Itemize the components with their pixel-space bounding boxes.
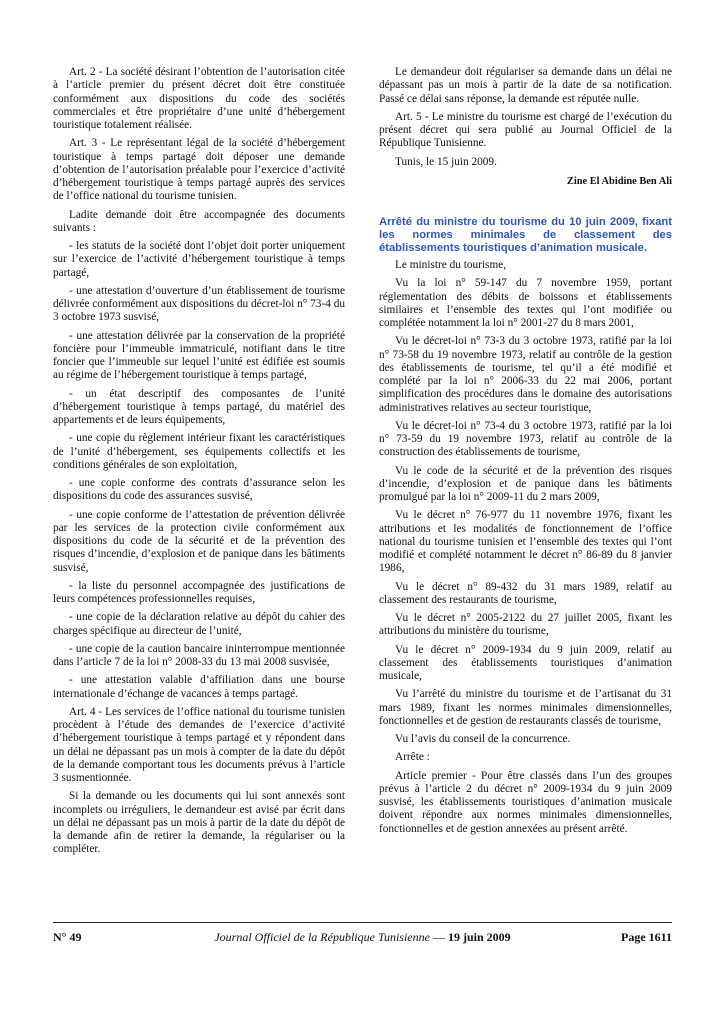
paragraph: Vu le décret-loi n° 73-4 du 3 octobre 1973, ratifié par la loi n° 73-59 du 19 novembre 1973, relatif au contrôle de la construction des établissements de tourisme,: [379, 419, 672, 459]
paragraph: - une copie du règlement intérieur fixant les caractéristiques de l’unité d’hébergement, ses équipements collectifs et les conditions générales de son exploitation,: [53, 432, 345, 471]
left-column: [53, 66, 345, 862]
journal-title: Journal Officiel de la République Tunisienne: [214, 930, 430, 944]
paragraph: - une copie de la caution bancaire ininterrompue mentionnée dans l’article 7 de la loi n° 2008-33 du 13 mai 2008 susvisée,: [53, 642, 345, 668]
paragraph: Vu le décret n° 76-977 du 11 novembre 1976, fixant les attributions et les modalités de fonctionnement de l’office national du tourisme tunisien et l’ensemble des textes qui l’ont modifié et complété notamment le décret n° 86-89 du 8 janvier 1986,: [379, 509, 672, 575]
paragraph: Vu le décret-loi n° 73-3 du 3 octobre 1973, ratifié par la loi n° 73-58 du 19 novembre 1973, relatif au contrôle de la gestion des établissements de tourisme, tel qu’il a été modifié et complété par la loi n° 2006-33 du 22 mai 2006, portant simplification des procédures dans le domaine des autorisations administratives relatives au secteur touristique,: [379, 335, 672, 414]
paragraph: - une attestation valable d’affiliation dans une bourse internationale d’échange de vacances à temps partagé.: [53, 674, 345, 700]
paragraph: Vu le décret n° 2009-1934 du 9 juin 2009, relatif au classement des établissements touristiques d’animation musicale,: [379, 643, 672, 682]
footer-separator: —: [429, 930, 448, 944]
page-footer: [53, 930, 672, 946]
signature: Zine El Abidine Ben Ali: [566, 175, 672, 187]
arrete-title: Arrêté du ministre du tourisme du 10 juin 2009, fixant les normes minimales de classement des établissements touristiques d’animation musicale.: [379, 216, 672, 254]
paragraph: - une attestation délivrée par la conservation de la propriété foncière pour l’immeuble immatriculé, notifiant dans le titre foncier que l’immeuble sur lequel l’unité est édifiée est soumis au régime de l’hébergement touristique à temps partagé,: [53, 329, 345, 382]
paragraph: - une attestation d’ouverture d’un établissement de tourisme délivrée conformément aux dispositions du décret-loi n° 73-4 du 3 octobre 1973 susvisé,: [53, 284, 345, 324]
place-date: Tunis, le 15 juin 2009.: [395, 155, 497, 168]
paragraph: Vu la loi n° 59-147 du 7 novembre 1959, portant réglementation des débits de boissons et établissements similaires et l’ensemble des textes qui l’ont modifiée ou complétée notamment la loi n° 2001-27 du 8 mars 2001,: [379, 277, 672, 329]
paragraph: Art. 5 - Le ministre du tourisme est chargé de l’exécution du présent décret qui sera publié au Journal Officiel de la République Tunisienne.: [379, 110, 672, 150]
paragraph: Vu l’arrêté du ministre du tourisme et de l’artisanat du 31 mars 1989, fixant les normes minimales dimensionnelles, fonctionnelles et de gestion de restaurants classés de tourisme,: [379, 688, 672, 727]
paragraph: - les statuts de la société dont l’objet doit porter uniquement sur l’exercice de l’activité d’hébergement touristique à temps partagé,: [53, 240, 345, 279]
paragraph: Vu le code de la sécurité et de la prévention des risques d’incendie, d’explosion et de panique dans les bâtiments promulgué par la loi n° 2009-11 du 2 mars 2009,: [379, 464, 672, 503]
paragraph: Arrête :: [395, 751, 430, 764]
footer-divider: [53, 922, 672, 923]
paragraph: Art. 4 - Les services de l’office national du tourisme tunisien procèdent à l’étude des demandes de l’exercice d’activité d’hébergement touristique à temps partagé et y répondent dans un délai ne dépassant pas un mois à compter de la date du dépôt de la demande comportant tous les documents prévus à l’article 3 susmentionnée.: [53, 705, 345, 784]
paragraph: - la liste du personnel accompagnée des justifications de leurs compétences professionnelles requises,: [53, 579, 345, 605]
paragraph: Art. 2 - La société désirant l’obtention de l’autorisation citée à l’article premier du présent décret doit être constituée conformément aux dispositions du code des sociétés commerciales et être propriétaire d’une unité d’hébergement touristique totalement réalisée.: [53, 66, 345, 131]
paragraph: Le demandeur doit régulariser sa demande dans un délai ne dépassant pas un mois à partir de la date de sa notification. Passé ce délai sans réponse, la demande est réputée nulle.: [379, 66, 672, 105]
paragraph: - un état descriptif des composantes de l’unité d’hébergement touristique à temps partagé, du matériel des appartements et de leurs équipements,: [53, 387, 345, 426]
paragraph: - une copie de la déclaration relative au dépôt du cahier des charges spécifique au directeur de l’unité,: [53, 611, 345, 637]
journal-line: [53, 930, 672, 945]
issue-number: N° 49: [53, 930, 82, 944]
right-column: [379, 66, 672, 841]
paragraph: Article premier - Pour être classés dans l’un des groupes prévus à l’article 2 du décret n° 2009-1934 du 9 juin 2009 susvisé, les établissements touristiques d’animation musicale doivent répondre aux normes minimales dimensionnelles, fonctionnelles et de gestion annexées au présent arrêté.: [379, 769, 672, 835]
paragraph: - une copie conforme des contrats d’assurance selon les dispositions du code des assurances susvisé,: [53, 477, 345, 503]
paragraph: Le ministre du tourisme,: [395, 259, 507, 271]
paragraph: Vu le décret n° 2005-2122 du 27 juillet 2005, fixant les attributions du ministère du tourisme,: [379, 612, 672, 638]
paragraph: Si la demande ou les documents qui lui sont annexés sont incomplets ou irréguliers, le demandeur est avisé par écrit dans un délai ne dépassant pas un mois à partir de la date du dépôt de la demande afin de retirer la demande, la régulariser ou la compléter.: [53, 790, 345, 856]
page-number: Page 1611: [621, 930, 672, 944]
paragraph: Art. 3 - Le représentant légal de la société d’hébergement touristique à temps partagé doit déposer une demande d’obtention de l’autorisation préalable pour l’exercice d’activité d’hébergement touristique à temps partagé auprès des services de l’office national du tourisme tunisien.: [53, 137, 345, 203]
paragraph: Vu l’avis du conseil de la concurrence.: [395, 733, 571, 745]
issue-date: 19 juin 2009: [447, 930, 511, 944]
paragraph: Ladite demande doit être accompagnée des documents suivants :: [53, 208, 345, 234]
paragraph: Vu le décret n° 89-432 du 31 mars 1989, relatif au classement des restaurants de tourisme,: [379, 580, 672, 606]
paragraph: - une copie conforme de l’attestation de prévention délivrée par les services de la protection civile conformément aux dispositions du code de la sécurité et de la prévention des risques d’incendie, d’explosion et de panique dans les bâtiments susvisé,: [53, 508, 345, 574]
